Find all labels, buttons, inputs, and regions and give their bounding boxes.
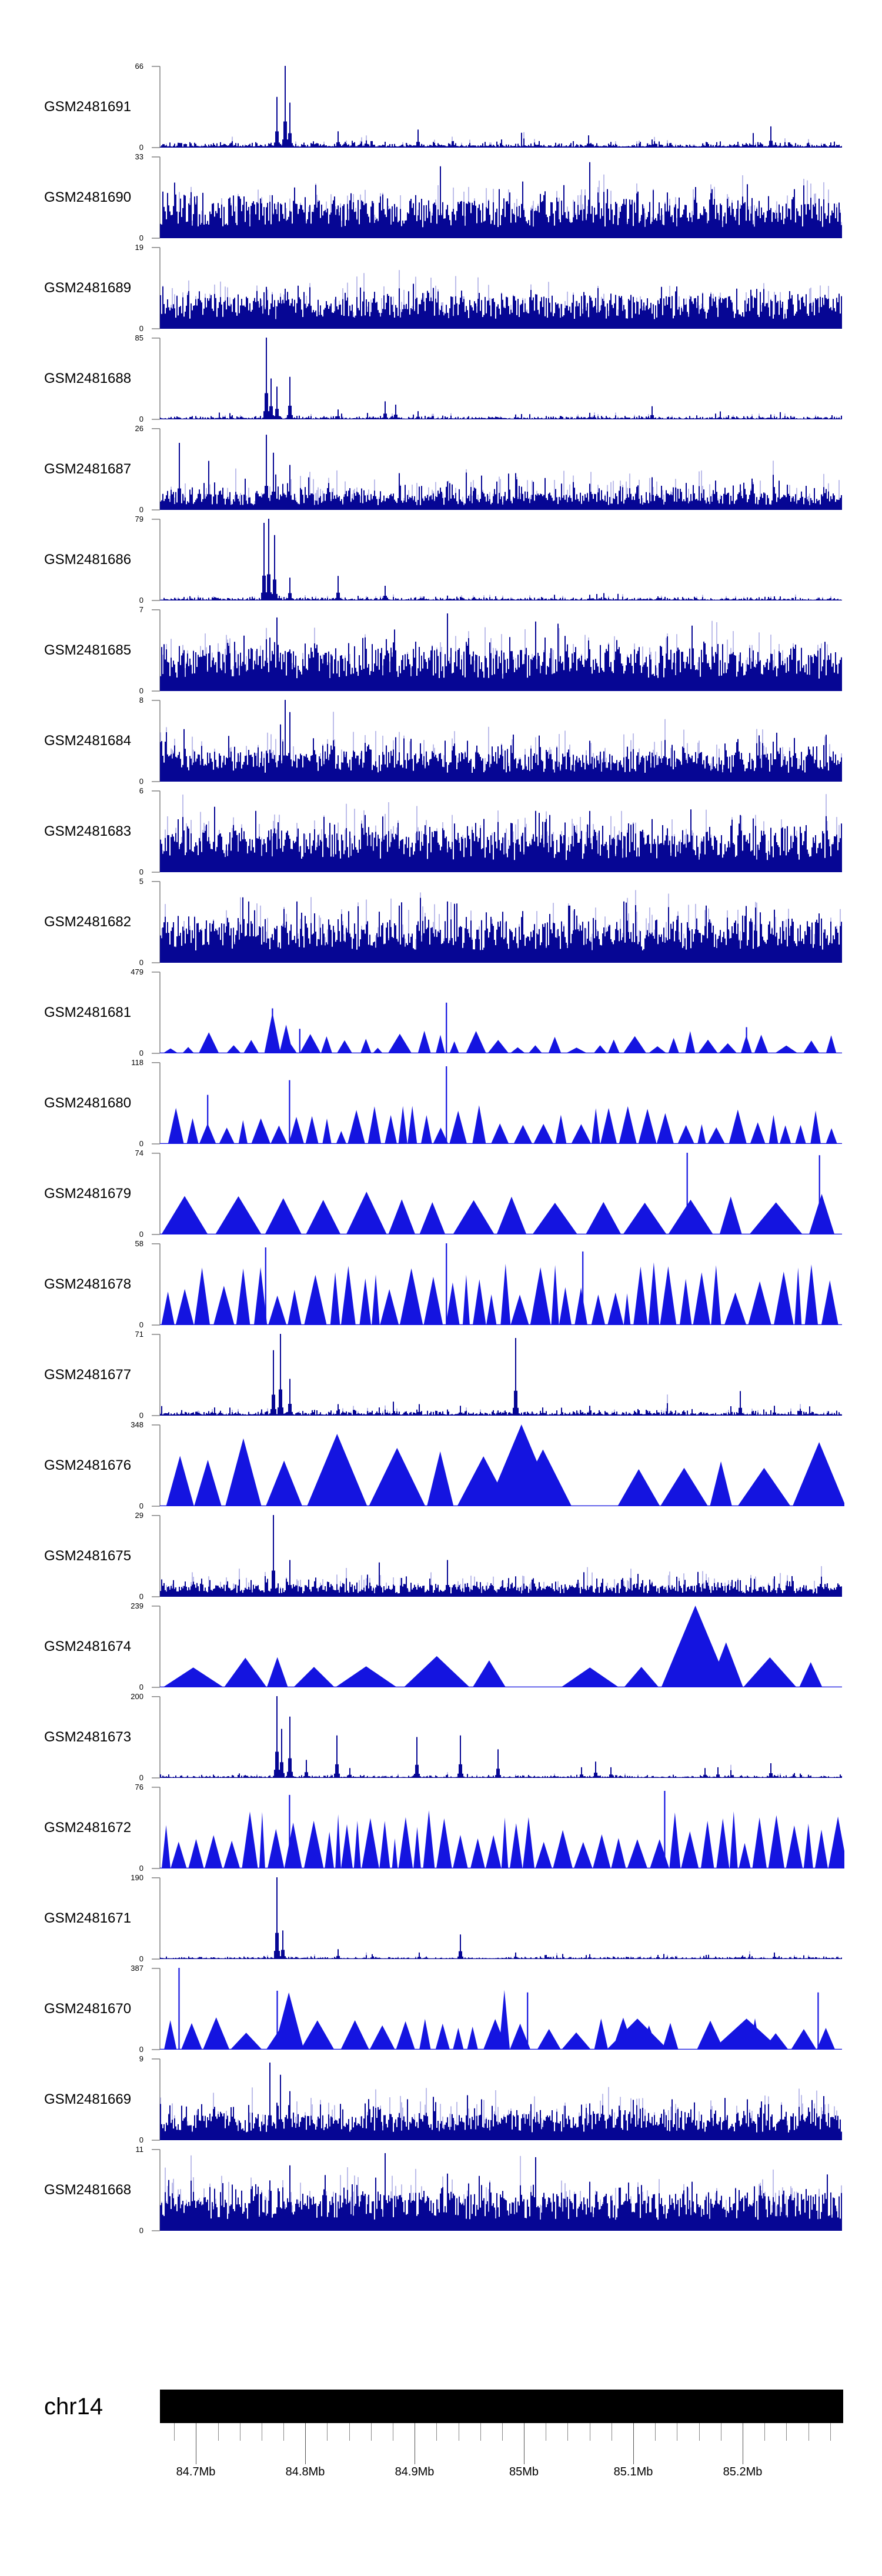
chromosome-ideogram (160, 2390, 843, 2423)
track-label: GSM2481688 (44, 370, 132, 386)
track-label: GSM2481675 (44, 1547, 132, 1564)
axis-max-label: 7 (139, 605, 143, 614)
track-GSM2481673 (0, 1692, 882, 1782)
ruler-tick-label: 85Mb (509, 2465, 539, 2478)
axis-max-label: 76 (135, 1783, 143, 1791)
ruler-minor-tick (830, 2423, 831, 2441)
axis-zero-label: 0 (139, 415, 143, 423)
axis-max-label: 19 (135, 243, 143, 252)
axis-max-label: 118 (131, 1058, 143, 1067)
track-GSM2481684 (0, 696, 882, 786)
axis-zero-label: 0 (139, 1230, 143, 1239)
axis-zero-label: 0 (139, 1139, 143, 1148)
track-signal-plot (140, 2149, 844, 2232)
track-signal-plot (140, 1062, 844, 1145)
track-signal-plot (140, 609, 844, 692)
axis-zero-label: 0 (139, 324, 143, 333)
ruler-minor-tick (218, 2423, 219, 2441)
axis-max-label: 71 (135, 1330, 143, 1339)
track-GSM2481669 (0, 2054, 882, 2144)
axis-max-label: 200 (131, 1692, 143, 1701)
track-label: GSM2481674 (44, 1638, 132, 1654)
track-GSM2481686 (0, 515, 882, 605)
ruler-tick-label: 85.2Mb (723, 2465, 763, 2478)
ruler-minor-tick (349, 2423, 350, 2441)
axis-max-label: 348 (131, 1420, 143, 1429)
axis-max-label: 190 (131, 1873, 143, 1882)
axis-max-label: 29 (135, 1511, 143, 1520)
axis-zero-label: 0 (139, 1683, 143, 1691)
ruler-minor-tick (764, 2423, 765, 2441)
ruler-minor-tick (283, 2423, 284, 2441)
axis-zero-label: 0 (139, 777, 143, 786)
axis-zero-label: 0 (139, 2135, 143, 2144)
axis-max-label: 66 (135, 62, 143, 71)
axis-max-label: 26 (135, 424, 143, 433)
ruler-minor-tick (327, 2423, 328, 2441)
ruler-minor-tick (371, 2423, 372, 2441)
axis-max-label: 58 (135, 1239, 143, 1248)
axis-zero-label: 0 (139, 1049, 143, 1057)
track-label: GSM2481684 (44, 732, 132, 749)
axis-max-label: 9 (139, 2054, 143, 2063)
axis-zero-label: 0 (139, 1592, 143, 1601)
track-label: GSM2481673 (44, 1729, 132, 1745)
track-GSM2481685 (0, 605, 882, 695)
ruler-minor-tick (567, 2423, 568, 2441)
track-label: GSM2481682 (44, 913, 132, 930)
track-signal-plot (140, 156, 844, 239)
track-signal-plot (140, 1515, 844, 1598)
track-GSM2481688 (0, 333, 882, 423)
track-signal-plot (140, 1696, 844, 1779)
ruler-minor-tick (480, 2423, 481, 2441)
axis-zero-label: 0 (139, 958, 143, 967)
track-signal-plot (140, 2058, 844, 2141)
track-GSM2481690 (0, 152, 882, 242)
axis-zero-label: 0 (139, 233, 143, 242)
track-GSM2481676 (0, 1420, 882, 1510)
track-signal-plot (140, 338, 844, 421)
ruler-major-tick (305, 2423, 306, 2464)
track-GSM2481668 (0, 2145, 882, 2235)
ruler-minor-tick (655, 2423, 656, 2441)
track-GSM2481689 (0, 243, 882, 333)
track-label: GSM2481676 (44, 1457, 132, 1473)
track-signal-plot (140, 1606, 844, 1689)
track-GSM2481677 (0, 1330, 882, 1420)
ruler-minor-tick (502, 2423, 503, 2441)
track-signal-plot (140, 1334, 844, 1417)
ruler-minor-tick (174, 2423, 175, 2441)
axis-zero-label: 0 (139, 1773, 143, 1782)
ruler-major-tick (633, 2423, 634, 2464)
track-GSM2481680 (0, 1058, 882, 1148)
axis-max-label: 85 (135, 333, 143, 342)
axis-zero-label: 0 (139, 867, 143, 876)
axis-zero-label: 0 (139, 2045, 143, 2054)
track-signal-plot (140, 972, 844, 1055)
axis-max-label: 33 (135, 152, 143, 161)
track-label: GSM2481677 (44, 1366, 132, 1383)
axis-zero-label: 0 (139, 686, 143, 695)
ruler-minor-tick (436, 2423, 437, 2441)
track-GSM2481682 (0, 877, 882, 967)
chromosome-label: chr14 (44, 2394, 103, 2420)
track-signal-plot (140, 1243, 844, 1326)
track-label: GSM2481683 (44, 823, 132, 839)
track-label: GSM2481669 (44, 2091, 132, 2107)
track-signal-plot (140, 428, 844, 511)
track-label: GSM2481691 (44, 98, 132, 115)
track-label: GSM2481685 (44, 642, 132, 658)
track-label: GSM2481670 (44, 2000, 132, 2017)
track-label: GSM2481668 (44, 2181, 132, 2198)
axis-zero-label: 0 (139, 505, 143, 514)
track-signal-plot (140, 66, 844, 149)
track-label: GSM2481678 (44, 1276, 132, 1292)
track-label: GSM2481681 (44, 1004, 132, 1020)
axis-zero-label: 0 (139, 1411, 143, 1420)
track-label: GSM2481689 (44, 279, 132, 296)
axis-zero-label: 0 (139, 143, 143, 152)
track-label: GSM2481687 (44, 461, 132, 477)
track-GSM2481674 (0, 1601, 882, 1691)
track-GSM2481672 (0, 1783, 882, 1873)
ruler-tick-label: 84.7Mb (176, 2465, 216, 2478)
track-GSM2481671 (0, 1873, 882, 1963)
axis-max-label: 8 (139, 696, 143, 705)
axis-max-label: 74 (135, 1149, 143, 1157)
track-signal-plot (140, 519, 844, 602)
track-GSM2481675 (0, 1511, 882, 1601)
axis-zero-label: 0 (139, 1954, 143, 1963)
track-signal-plot (140, 247, 844, 330)
axis-zero-label: 0 (139, 1320, 143, 1329)
track-GSM2481681 (0, 967, 882, 1057)
track-GSM2481679 (0, 1149, 882, 1239)
ruler-tick-label: 84.8Mb (285, 2465, 325, 2478)
track-signal-plot (140, 1153, 844, 1236)
axis-max-label: 5 (139, 877, 143, 886)
track-label: GSM2481690 (44, 189, 132, 205)
axis-zero-label: 0 (139, 2226, 143, 2235)
track-GSM2481691 (0, 62, 882, 152)
track-label: GSM2481672 (44, 1819, 132, 1836)
ruler-tick-label: 85.1Mb (613, 2465, 653, 2478)
ruler-tick-label: 84.9Mb (395, 2465, 435, 2478)
track-GSM2481687 (0, 424, 882, 514)
track-signal-plot (140, 1424, 844, 1507)
axis-max-label: 79 (135, 515, 143, 523)
track-signal-plot (140, 1787, 844, 1870)
track-GSM2481678 (0, 1239, 882, 1329)
axis-zero-label: 0 (139, 1501, 143, 1510)
axis-zero-label: 0 (139, 596, 143, 605)
axis-max-label: 479 (131, 967, 143, 976)
track-label: GSM2481671 (44, 1910, 132, 1926)
track-signal-plot (140, 1968, 844, 2051)
track-label: GSM2481680 (44, 1095, 132, 1111)
axis-zero-label: 0 (139, 1864, 143, 1873)
ruler-minor-tick (808, 2423, 809, 2441)
axis-max-label: 6 (139, 786, 143, 795)
track-label: GSM2481679 (44, 1185, 132, 1202)
ruler-minor-tick (786, 2423, 787, 2441)
track-GSM2481670 (0, 1964, 882, 2054)
axis-max-label: 387 (131, 1964, 143, 1973)
track-signal-plot (140, 1877, 844, 1960)
track-signal-plot (140, 881, 844, 964)
axis-max-label: 11 (135, 2145, 143, 2154)
ruler-minor-tick (699, 2423, 700, 2441)
axis-max-label: 239 (131, 1601, 143, 1610)
track-signal-plot (140, 790, 844, 873)
track-signal-plot (140, 700, 844, 783)
track-GSM2481683 (0, 786, 882, 876)
track-label: GSM2481686 (44, 551, 132, 568)
